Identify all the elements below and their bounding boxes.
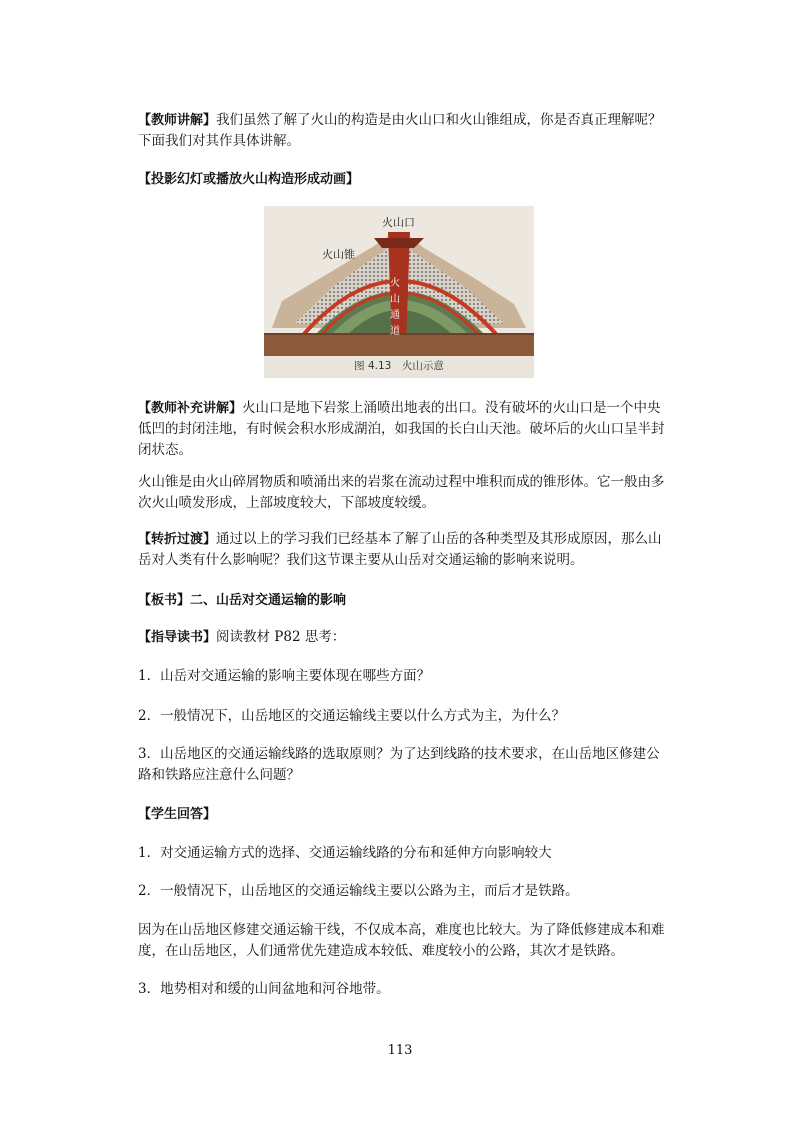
teacher-supplement-text: 火山口是地下岩浆上涌喷出地表的出口。没有破坏的火山口是一个中央低凹的封闭洼地，有时候会积水形成湖泊，如我国的长白山天池。破坏后的火山口呈半封闭状态。 <box>138 400 665 458</box>
transition-text: 通过以上的学习我们已经基本了解了山岳的各种类型及其形成原因，那么山岳对人类有什么影响呢？我们这节课主要从山岳对交通运输的影响来说明。 <box>138 531 662 568</box>
transition-tag: 【转折过渡】 <box>138 532 217 547</box>
teacher-supplement-paragraph <box>138 398 668 461</box>
board-heading: 【板书】二、山岳对交通运输的影响 <box>138 593 347 608</box>
projection-heading: 【投影幻灯或播放火山构造形成动画】 <box>138 172 360 187</box>
answer-3: 3．地势相对和缓的山间盆地和河谷地带。 <box>138 981 390 997</box>
teacher-lecture-tag: 【教师讲解】 <box>138 113 217 128</box>
answer-2: 2．一般情况下，山岳地区的交通运输线主要以公路为主，而后才是铁路。 <box>138 883 579 899</box>
reading-guide-tag: 【指导读书】 <box>138 630 217 645</box>
teacher-supplement-tag: 【教师补充讲解】 <box>138 401 243 416</box>
reading-guide-text: 阅读教材 P82 思考： <box>216 629 346 645</box>
question-3: 3．山岳地区的交通运输线路的选取原则？为了达到线路的技术要求，在山岳地区修建公路和铁路应注意什么问题？ <box>138 746 660 783</box>
volcano-figure <box>264 206 534 378</box>
transition-paragraph <box>138 529 668 571</box>
cone-explanation-paragraph: 火山锥是由火山碎屑物质和喷涌出来的岩浆在流动过程中堆积而成的锥形体。它一般由多次火山喷发形成，上部坡度较大，下部坡度较缓。 <box>138 474 665 511</box>
conduit-label: 火山通道 <box>390 278 400 337</box>
reading-guide-paragraph <box>138 627 668 648</box>
question-2: 2．一般情况下，山岳地区的交通运输线主要以什么方式为主，为什么？ <box>138 708 566 724</box>
crater-label: 火山口 <box>382 216 415 229</box>
answer-2-explanation: 因为在山岳地区修建交通运输干线，不仅成本高，难度也比较大。为了降低修建成本和难度，在山岳地区，人们通常优先建造成本较低、难度较小的公路，其次才是铁路。 <box>138 922 665 959</box>
question-1: 1．山岳对交通运输的影响主要体现在哪些方面？ <box>138 668 431 684</box>
teacher-lecture-paragraph <box>138 110 668 152</box>
page-number: 113 <box>387 1043 413 1058</box>
answer-1: 1．对交通运输方式的选择、交通运输线路的分布和延伸方向影响较大 <box>138 845 552 861</box>
figure-caption: 图 4.13 火山示意 <box>354 360 444 372</box>
cone-label: 火山锥 <box>322 248 355 261</box>
student-answer-heading: 【学生回答】 <box>138 807 217 822</box>
teacher-lecture-text: 我们虽然了解了火山的构造是由火山口和火山锥组成，你是否真正理解呢？下面我们对其作具体讲解。 <box>138 112 662 149</box>
